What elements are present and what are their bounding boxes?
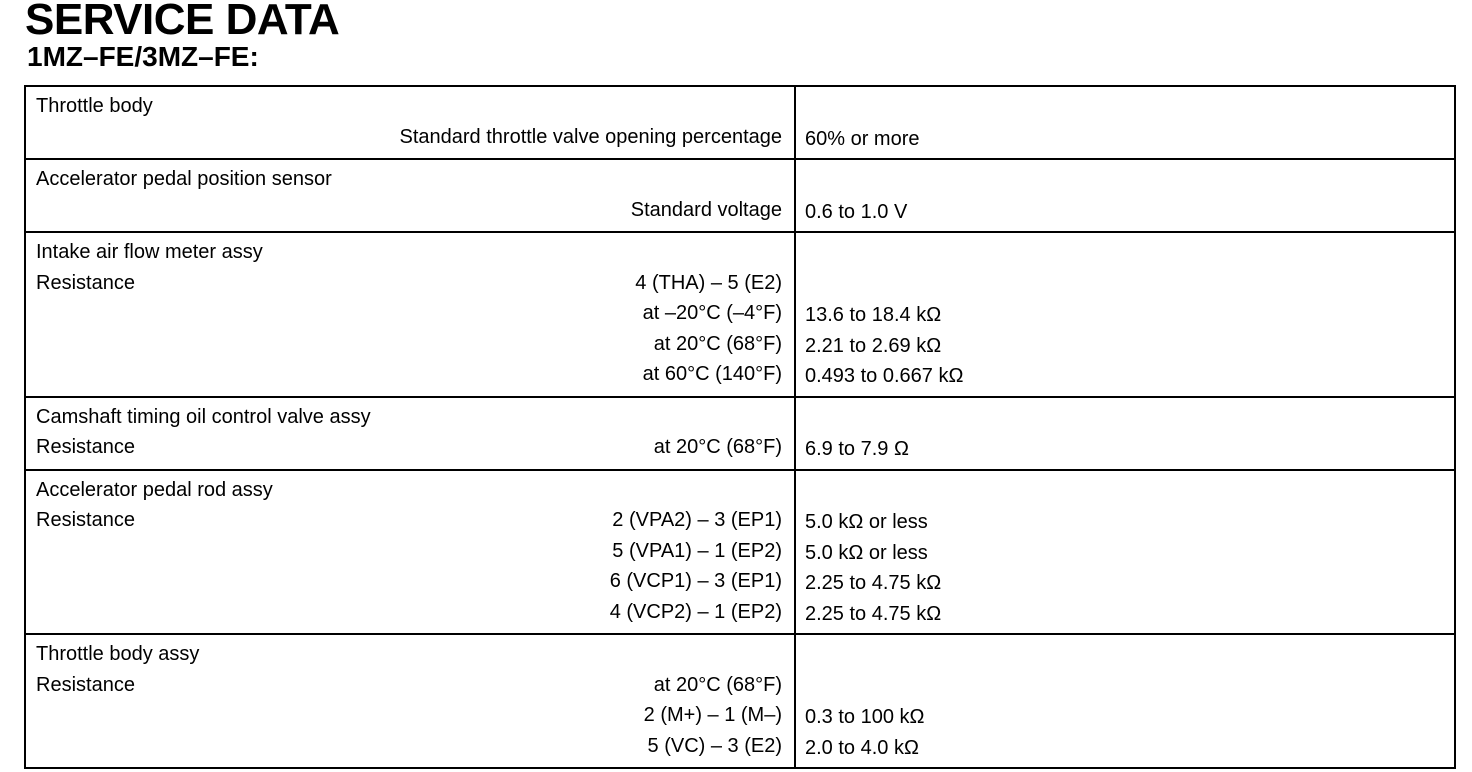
measurement-label: Resistance <box>36 271 135 294</box>
spec-conditions-cell <box>26 635 796 767</box>
measurement-condition: 6 (VCP1) – 3 (EP1) <box>609 570 782 592</box>
spec-value: 2.21 to 2.69 kΩ <box>805 334 942 357</box>
spec-row <box>36 505 782 536</box>
spec-section <box>26 158 1454 231</box>
spec-values-cell <box>796 471 1454 634</box>
measurement-label: Resistance <box>36 673 135 696</box>
value-spacer <box>805 475 1444 506</box>
spec-conditions-cell <box>26 160 796 231</box>
measurement-condition: Standard throttle valve opening percentage <box>399 125 782 148</box>
spec-row <box>36 195 782 226</box>
spec-conditions-cell <box>26 87 796 158</box>
spec-values-cell <box>796 635 1454 767</box>
component-name: Intake air flow meter assy <box>36 241 263 263</box>
measurement-condition: 5 (VC) – 3 (E2) <box>647 734 782 757</box>
spec-conditions-cell <box>26 471 796 634</box>
spec-row <box>36 536 782 567</box>
value-spacer <box>805 402 1444 433</box>
spec-section <box>26 87 1454 158</box>
value-spacer <box>805 639 1444 670</box>
spec-row <box>36 566 782 597</box>
spec-value: 13.6 to 18.4 kΩ <box>805 304 942 326</box>
spec-value: 2.25 to 4.75 kΩ <box>805 602 942 625</box>
spec-value: 6.9 to 7.9 Ω <box>805 438 909 460</box>
spec-row <box>36 731 782 762</box>
spec-row <box>36 432 782 463</box>
measurement-condition: 4 (VCP2) – 1 (EP2) <box>609 600 782 623</box>
value-spacer <box>805 164 1444 195</box>
spec-value: 2.0 to 4.0 kΩ <box>805 736 919 759</box>
spec-section <box>26 231 1454 396</box>
measurement-label: Resistance <box>36 509 135 531</box>
component-name: Throttle body assy <box>36 643 200 665</box>
spec-section <box>26 396 1454 469</box>
spec-value <box>805 268 1444 299</box>
spec-value: 0.3 to 100 kΩ <box>805 706 925 728</box>
measurement-condition: 4 (THA) – 5 (E2) <box>635 271 782 294</box>
measurement-condition: Standard voltage <box>630 198 782 221</box>
measurement-condition: at 60°C (140°F) <box>642 363 782 385</box>
spec-value <box>805 670 1444 701</box>
spec-row <box>36 597 782 628</box>
spec-conditions-cell <box>26 398 796 469</box>
measurement-label: Resistance <box>36 436 135 458</box>
spec-values-cell <box>796 398 1454 469</box>
spec-value: 5.0 kΩ or less <box>805 541 928 564</box>
spec-value: 60% or more <box>805 127 920 150</box>
spec-value: 2.25 to 4.75 kΩ <box>805 572 942 594</box>
service-data-table <box>24 85 1456 769</box>
measurement-condition: at 20°C (68°F) <box>653 332 782 355</box>
value-spacer <box>805 91 1444 122</box>
value-spacer <box>805 237 1444 268</box>
measurement-condition: at 20°C (68°F) <box>653 436 782 458</box>
spec-values-cell <box>796 233 1454 396</box>
spec-row <box>36 670 782 701</box>
component-name: Accelerator pedal rod assy <box>36 478 273 501</box>
spec-values-cell <box>796 160 1454 231</box>
component-name: Throttle body <box>36 95 153 117</box>
spec-row <box>36 329 782 360</box>
spec-row <box>36 268 782 299</box>
spec-row <box>36 359 782 390</box>
spec-row <box>36 298 782 329</box>
spec-value: 5.0 kΩ or less <box>805 511 928 533</box>
spec-row <box>36 700 782 731</box>
measurement-condition: 2 (M+) – 1 (M–) <box>643 704 782 726</box>
measurement-condition: at –20°C (–4°F) <box>642 302 782 324</box>
spec-values-cell <box>796 87 1454 158</box>
spec-row <box>36 122 782 153</box>
spec-conditions-cell <box>26 233 796 396</box>
measurement-condition: at 20°C (68°F) <box>653 673 782 696</box>
spec-value: 0.493 to 0.667 kΩ <box>805 365 964 387</box>
engine-model-subtitle: 1MZ–FE/3MZ–FE: <box>27 41 259 72</box>
spec-section <box>26 469 1454 634</box>
spec-section <box>26 633 1454 767</box>
measurement-condition: 5 (VPA1) – 1 (EP2) <box>612 539 782 562</box>
page-title: SERVICE DATA <box>25 0 340 44</box>
component-name: Accelerator pedal position sensor <box>36 168 332 190</box>
spec-value: 0.6 to 1.0 V <box>805 200 908 223</box>
component-name: Camshaft timing oil control valve assy <box>36 405 371 428</box>
measurement-condition: 2 (VPA2) – 3 (EP1) <box>612 509 782 531</box>
